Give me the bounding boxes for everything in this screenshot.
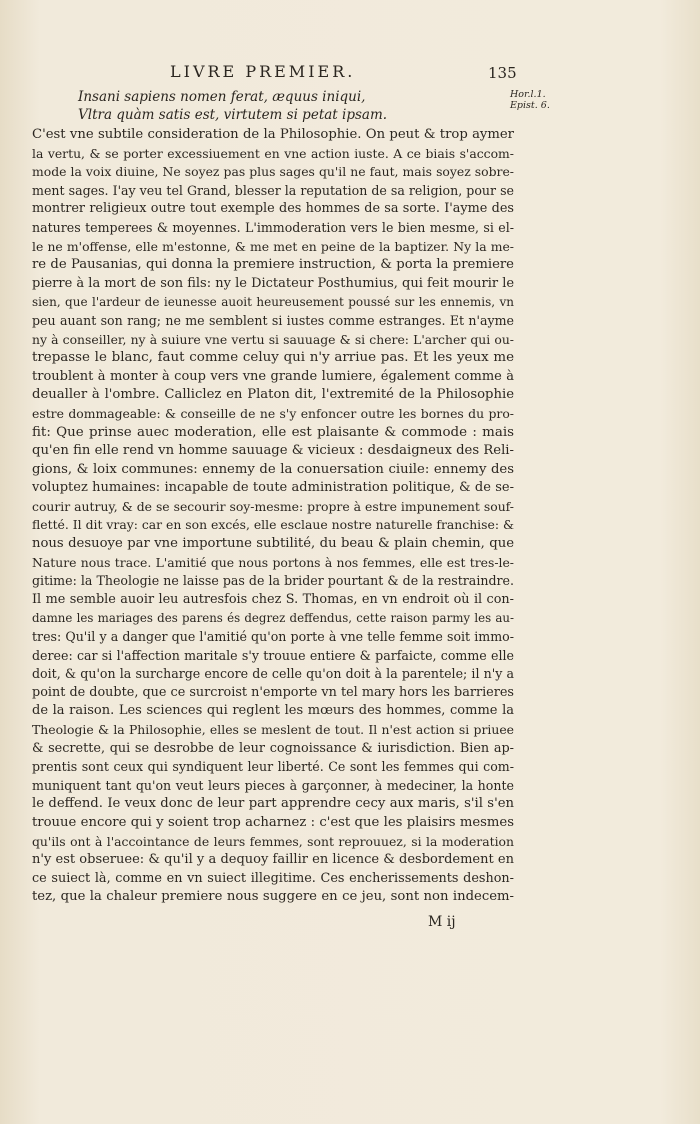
body-line: tres: Qu'il y a danger que l'amitié qu'on porte à vne telle femme soit immo- [32, 629, 514, 645]
body-line: Il me semble auoir leu autresfois chez S. Thomas, en vn endroit où il con- [32, 591, 514, 607]
body-line: trouue encore qui y soient trop acharnez : c'est que les plaisirs mesmes [32, 814, 514, 830]
body-line: ny à conseiller, ny à suiure vne vertu si sauuage & si chere: L'archer qui ou- [32, 331, 514, 347]
body-line: le deffend. Ie veux donc de leur part apprendre cecy aux maris, s'il s'en [32, 796, 514, 812]
body-line: fletté. Il dit vray: car en son excés, elle esclaue nostre naturelle franchise: & [32, 517, 514, 533]
body-line: montrer religieux outre tout exemple des hommes de sa sorte. I'ayme des [32, 201, 514, 217]
body-line: doit, & qu'on la surcharge encore de celle qu'on doit à la parentele; il n'y a [32, 666, 514, 682]
body-line: de la raison. Les sciences qui reglent les mœurs des hommes, comme la [32, 703, 514, 719]
body-line: ce suiect là, comme en vn suiect illegitime. Ces encherissements deshon- [32, 870, 514, 886]
margin-note [510, 89, 570, 111]
body-line: tez, que la chaleur premiere nous suggere en ce jeu, sont non indecem- [32, 889, 514, 905]
signature-mark: M ij [428, 914, 456, 930]
body-line: muniquent tant qu'on veut leurs pieces à garçonner, à medeciner, la honte [32, 777, 514, 793]
body-line: courir autruy, & de se secourir soy-mesme: propre à estre impunement souf- [32, 498, 514, 514]
body-line: trepasse le blanc, faut comme celuy qui n'y arriue pas. Et les yeux me [32, 350, 514, 366]
body-line: Nature nous trace. L'amitié que nous portons à nos femmes, elle est tres-le- [32, 554, 514, 570]
body-line: gitime: la Theologie ne laisse pas de la brider pourtant & de la restraindre. [32, 573, 514, 589]
body-line: qu'en fin elle rend vn homme sauuage & vicieux : desdaigneux des Reli- [32, 443, 514, 459]
body-line: peu auant son rang; ne me semblent si iustes comme estranges. Et n'ayme [32, 312, 514, 328]
body-line: fit: Que prinse auec moderation, elle est plaisante & commode : mais [32, 424, 514, 440]
body-line: re de Pausanias, qui donna la premiere instruction, & porta la premiere [32, 257, 514, 273]
body-line: gions, & loix communes: ennemy de la conuersation ciuile: ennemy des [32, 461, 514, 477]
verse-line: Insani sapiens nomen ferat, æquus iniqui, [78, 89, 366, 105]
body-line: & secrette, qui se desrobbe de leur cognoissance & iurisdiction. Bien ap- [32, 740, 514, 756]
body-line: prentis sont ceux qui syndiquent leur liberté. Ce sont les femmes qui com- [32, 759, 514, 775]
body-line: ment sages. I'ay veu tel Grand, blesser la reputation de sa religion, pour se [32, 182, 514, 198]
margin-note-line: Hor.l.1. [510, 89, 546, 100]
body-line: estre dommageable: & conseille de ne s'y enfoncer outre les bornes du pro- [32, 405, 514, 421]
running-title: LIVRE PREMIER. [170, 62, 356, 81]
verse-line: Vltra quàm satis est, virtutem si petat ipsam. [78, 107, 388, 123]
body-line: nous desuoye par vne importune subtilité, du beau & plain chemin, que [32, 536, 514, 552]
body-line: qu'ils ont à l'accointance de leurs femmes, sont reprouuez, si la moderation [32, 833, 514, 849]
body-line: la vertu, & se porter excessiuement en vne action iuste. A ce biais s'accom- [32, 145, 514, 161]
body-line: mode la voix diuine, Ne soyez pas plus sages qu'il ne faut, mais soyez sobre- [32, 164, 514, 180]
body-line: damne les mariages des parens és degrez deffendus, cette raison parmy les au- [32, 611, 514, 626]
body-line: pierre à la mort de son fils: ny le Dictateur Posthumius, qui feit mourir le [32, 275, 514, 291]
body-line: sien, que l'ardeur de ieunesse auoit heureusement poussé sur les ennemis, vn [32, 295, 514, 310]
page-number: 135 [488, 64, 517, 82]
body-line: troublent à monter à coup vers vne grande lumiere, également comme à [32, 368, 514, 384]
margin-note-line: Epist. 6. [510, 100, 550, 111]
body-line: natures temperees & moyennes. L'immoderation vers le bien mesme, si el- [32, 219, 514, 235]
body-line: Theologie & la Philosophie, elles se meslent de tout. Il n'est action si priuee [32, 722, 514, 737]
body-line: deree: car si l'affection maritale s'y trouue entiere & parfaicte, comme elle [32, 647, 514, 663]
body-line: n'y est obseruee: & qu'il y a dequoy faillir en licence & desbordement en [32, 852, 514, 868]
body-line: point de doubte, que ce surcroist n'emporte vn tel mary hors les barrieres [32, 684, 514, 700]
body-line: voluptez humaines: incapable de toute administration politique, & de se- [32, 480, 514, 496]
body-line: deualler à l'ombre. Calliclez en Platon dit, l'extremité de la Philosophie [32, 387, 514, 403]
body-line: le ne m'offense, elle m'estonne, & me met en peine de la baptizer. Ny la me- [32, 238, 514, 254]
body-line: C'est vne subtile consideration de la Philosophie. On peut & trop aymer [32, 127, 514, 142]
body-text [32, 126, 514, 907]
